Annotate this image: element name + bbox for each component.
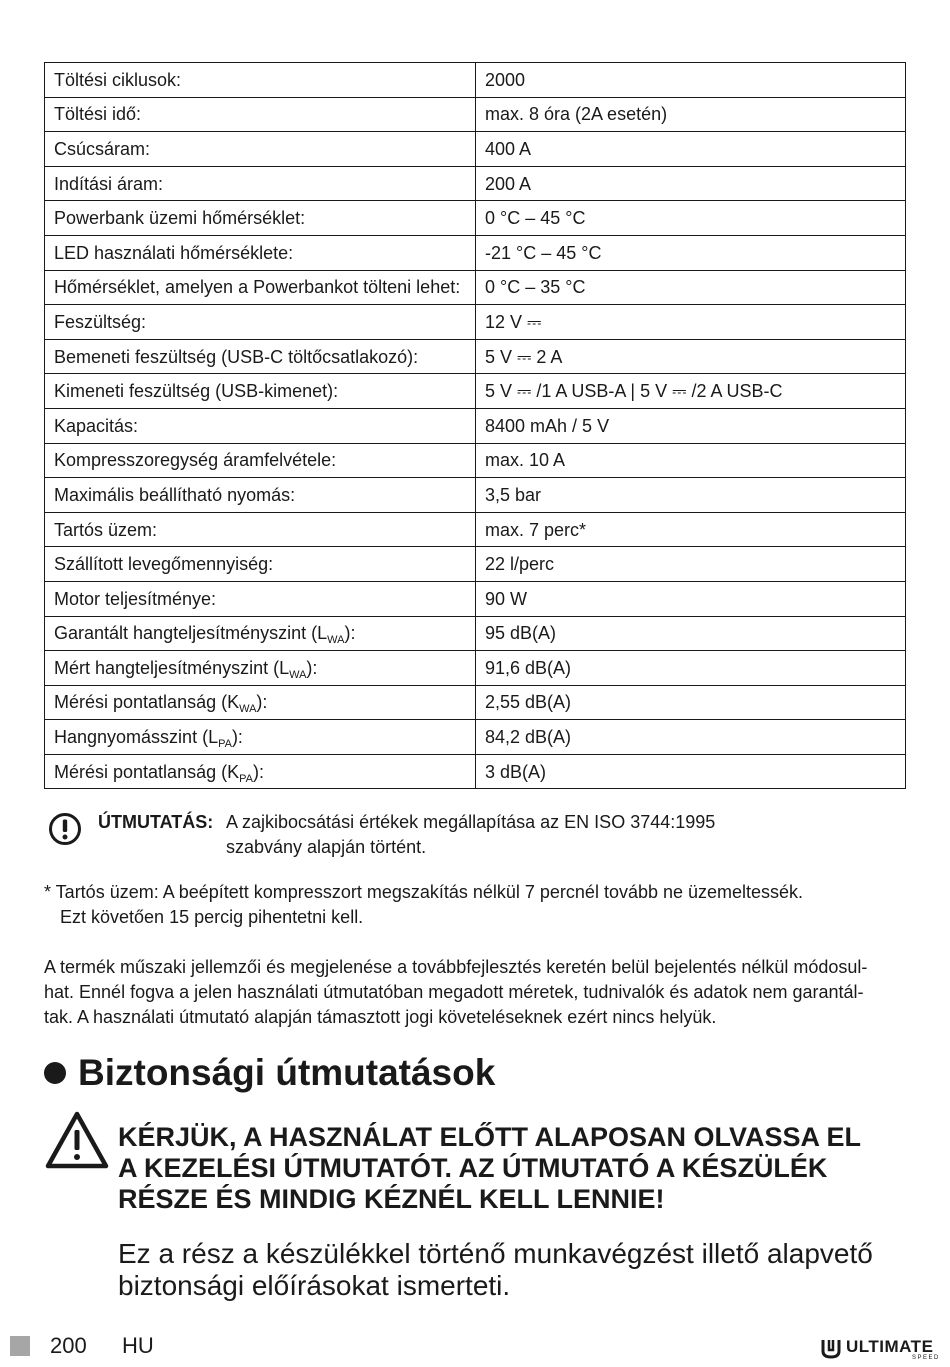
disclaimer-paragraph <box>44 955 904 1030</box>
table-row <box>45 235 906 270</box>
spec-value: 3 dB(A) <box>476 754 906 789</box>
brand-subtitle: SPEED <box>912 1355 940 1361</box>
footer-marker <box>10 1336 30 1356</box>
notice-line-2: szabvány alapján történt. <box>226 837 427 857</box>
spec-value: 90 W <box>476 581 906 616</box>
spec-label-text: Mérési pontatlanság (K <box>54 761 240 782</box>
spec-label <box>45 235 476 270</box>
footnote-line-2: Ezt követően 15 percig pihentetni kell. <box>60 907 364 927</box>
notice-line-1: A zajkibocsátási értékek megállapítása az EN ISO 3744:1995 <box>226 812 716 832</box>
spec-label <box>45 512 476 547</box>
disclaimer-line-1: A termék műszaki jellemzői és megjelenése a továbbfejlesztés keretén belül bejelentés nélkül módosul- <box>44 957 868 977</box>
table-row <box>45 581 906 616</box>
warning-line-2: A KEZELÉSI ÚTMUTATÓT. AZ ÚTMUTATÓ A KÉSZÜLÉK <box>118 1153 828 1183</box>
spec-value: max. 8 óra (2A esetén) <box>476 97 906 132</box>
spec-value: 95 dB(A) <box>476 616 906 651</box>
specifications-table-body <box>45 63 906 789</box>
spec-label-text: Töltési ciklusok: <box>54 69 182 90</box>
table-row <box>45 270 906 305</box>
brand-logo <box>820 1335 942 1363</box>
disclaimer-line-2: hat. Ennél fogva a jelen használati útmutatóban megadott méretek, tudnivalók és adatok nem garantál- <box>44 982 864 1002</box>
warning-line-1: KÉRJÜK, A HASZNÁLAT ELŐTT ALAPOSAN OLVASSA EL <box>118 1122 862 1152</box>
brand-name: ULTIMATE <box>846 1337 934 1356</box>
spec-label <box>45 720 476 755</box>
table-row <box>45 720 906 755</box>
table-row <box>45 408 906 443</box>
spec-label-text: Mért hangteljesítményszint (L <box>54 657 290 678</box>
spec-value: 8400 mAh / 5 V <box>476 408 906 443</box>
spec-label-subscript: PA <box>239 772 253 785</box>
exclamation-circle-icon <box>48 812 82 846</box>
footnote <box>44 880 904 930</box>
bullet-icon <box>44 1062 66 1084</box>
spec-label-text: Hangnyomásszint (L <box>54 727 219 748</box>
spec-label-text: Bemeneti feszültség (USB-C töltőcsatlakozó): <box>54 346 419 367</box>
spec-value: 2000 <box>476 63 906 98</box>
spec-label-text: Hőmérséklet, amelyen a Powerbankot tölteni lehet: <box>54 277 461 298</box>
notice-heading: ÚTMUTATÁS: <box>98 812 214 832</box>
spec-label-text: Kimeneti feszültség (USB-kimenet): <box>54 381 339 402</box>
brand-mark-icon <box>820 1337 842 1359</box>
spec-label <box>45 374 476 409</box>
intro-line-1: Ez a rész a készülékkel történő munkavégzést illető alapvető <box>118 1238 873 1269</box>
spec-label <box>45 651 476 686</box>
spec-value: 200 A <box>476 166 906 201</box>
section-title: Biztonsági útmutatások <box>78 1052 496 1093</box>
spec-label <box>45 339 476 374</box>
warning-triangle-icon <box>44 1110 110 1170</box>
spec-value: 84,2 dB(A) <box>476 720 906 755</box>
spec-value: 0 °C – 35 °C <box>476 270 906 305</box>
section-heading <box>44 1052 495 1094</box>
table-row <box>45 754 906 789</box>
spec-label-end: ): <box>256 692 268 713</box>
page-number: 200 <box>50 1333 87 1358</box>
spec-label <box>45 547 476 582</box>
spec-label <box>45 581 476 616</box>
spec-label <box>45 478 476 513</box>
table-row <box>45 443 906 478</box>
warning-line-3: RÉSZE ÉS MINDIG KÉZNÉL KELL LENNIE! <box>118 1184 665 1214</box>
spec-label-text: Kapacitás: <box>54 415 139 436</box>
spec-label <box>45 685 476 720</box>
spec-value: 22 l/perc <box>476 547 906 582</box>
table-row <box>45 685 906 720</box>
spec-label-text: Indítási áram: <box>54 173 164 194</box>
spec-label-text: Kompresszoregység áramfelvétele: <box>54 450 337 471</box>
spec-label-text: Feszültség: <box>54 311 147 332</box>
spec-label-text: Mérési pontatlanság (K <box>54 692 240 713</box>
table-row <box>45 201 906 236</box>
footnote-line-1: * Tartós üzem: A beépített kompresszort megszakítás nélkül 7 percnél tovább ne üzemeltessék. <box>44 882 804 902</box>
spec-value: max. 10 A <box>476 443 906 478</box>
spec-label <box>45 754 476 789</box>
table-row <box>45 63 906 98</box>
table-row <box>45 97 906 132</box>
warning-text <box>118 1122 918 1215</box>
spec-value: 400 A <box>476 132 906 167</box>
spec-label-subscript: PA <box>218 738 232 751</box>
table-row <box>45 339 906 374</box>
table-row <box>45 616 906 651</box>
spec-label-end: ): <box>344 623 356 644</box>
spec-label <box>45 408 476 443</box>
table-row <box>45 478 906 513</box>
spec-label-text: Szállított levegőmennyiség: <box>54 554 274 575</box>
spec-label-text: LED használati hőmérséklete: <box>54 242 294 263</box>
spec-value: 5 V ⎓ 2 A <box>476 339 906 374</box>
spec-label-text: Csúcsáram: <box>54 138 151 159</box>
spec-label-end: ): <box>306 657 318 678</box>
intro-paragraph <box>118 1238 918 1302</box>
spec-label <box>45 270 476 305</box>
spec-value: -21 °C – 45 °C <box>476 235 906 270</box>
table-row <box>45 132 906 167</box>
spec-value: max. 7 perc* <box>476 512 906 547</box>
table-row <box>45 305 906 340</box>
table-row <box>45 166 906 201</box>
spec-label-subscript: WA <box>289 668 307 681</box>
spec-label-end: ): <box>252 761 264 782</box>
table-row <box>45 374 906 409</box>
notice-body <box>226 810 846 860</box>
intro-line-2: biztonsági előírásokat ismerteti. <box>118 1270 511 1301</box>
spec-label-text: Garantált hangteljesítményszint (L <box>54 623 328 644</box>
spec-label-subscript: WA <box>327 634 345 647</box>
spec-value: 91,6 dB(A) <box>476 651 906 686</box>
language-code: HU <box>122 1333 154 1358</box>
spec-label-end: ): <box>231 727 243 748</box>
spec-label <box>45 305 476 340</box>
specifications-table <box>44 62 906 789</box>
spec-label <box>45 166 476 201</box>
spec-label <box>45 132 476 167</box>
spec-value: 0 °C – 45 °C <box>476 201 906 236</box>
spec-label-text: Maximális beállítható nyomás: <box>54 484 296 505</box>
spec-value: 2,55 dB(A) <box>476 685 906 720</box>
table-row <box>45 547 906 582</box>
spec-label <box>45 201 476 236</box>
table-row <box>45 651 906 686</box>
spec-label <box>45 97 476 132</box>
spec-label-text: Motor teljesítménye: <box>54 588 217 609</box>
spec-value: 12 V ⎓ <box>476 305 906 340</box>
spec-label-text: Powerbank üzemi hőmérséklet: <box>54 208 306 229</box>
spec-label <box>45 616 476 651</box>
spec-label-subscript: WA <box>239 703 257 716</box>
spec-label-text: Tartós üzem: <box>54 519 158 540</box>
spec-label <box>45 63 476 98</box>
spec-label <box>45 443 476 478</box>
table-row <box>45 512 906 547</box>
spec-value: 3,5 bar <box>476 478 906 513</box>
disclaimer-line-3: tak. A használati útmutató alapján támasztott jogi követeléseknek ezért nincs helyük. <box>44 1007 717 1027</box>
spec-value: 5 V ⎓ /1 A USB-A | 5 V ⎓ /2 A USB-C <box>476 374 906 409</box>
spec-label-text: Töltési idő: <box>54 104 142 125</box>
